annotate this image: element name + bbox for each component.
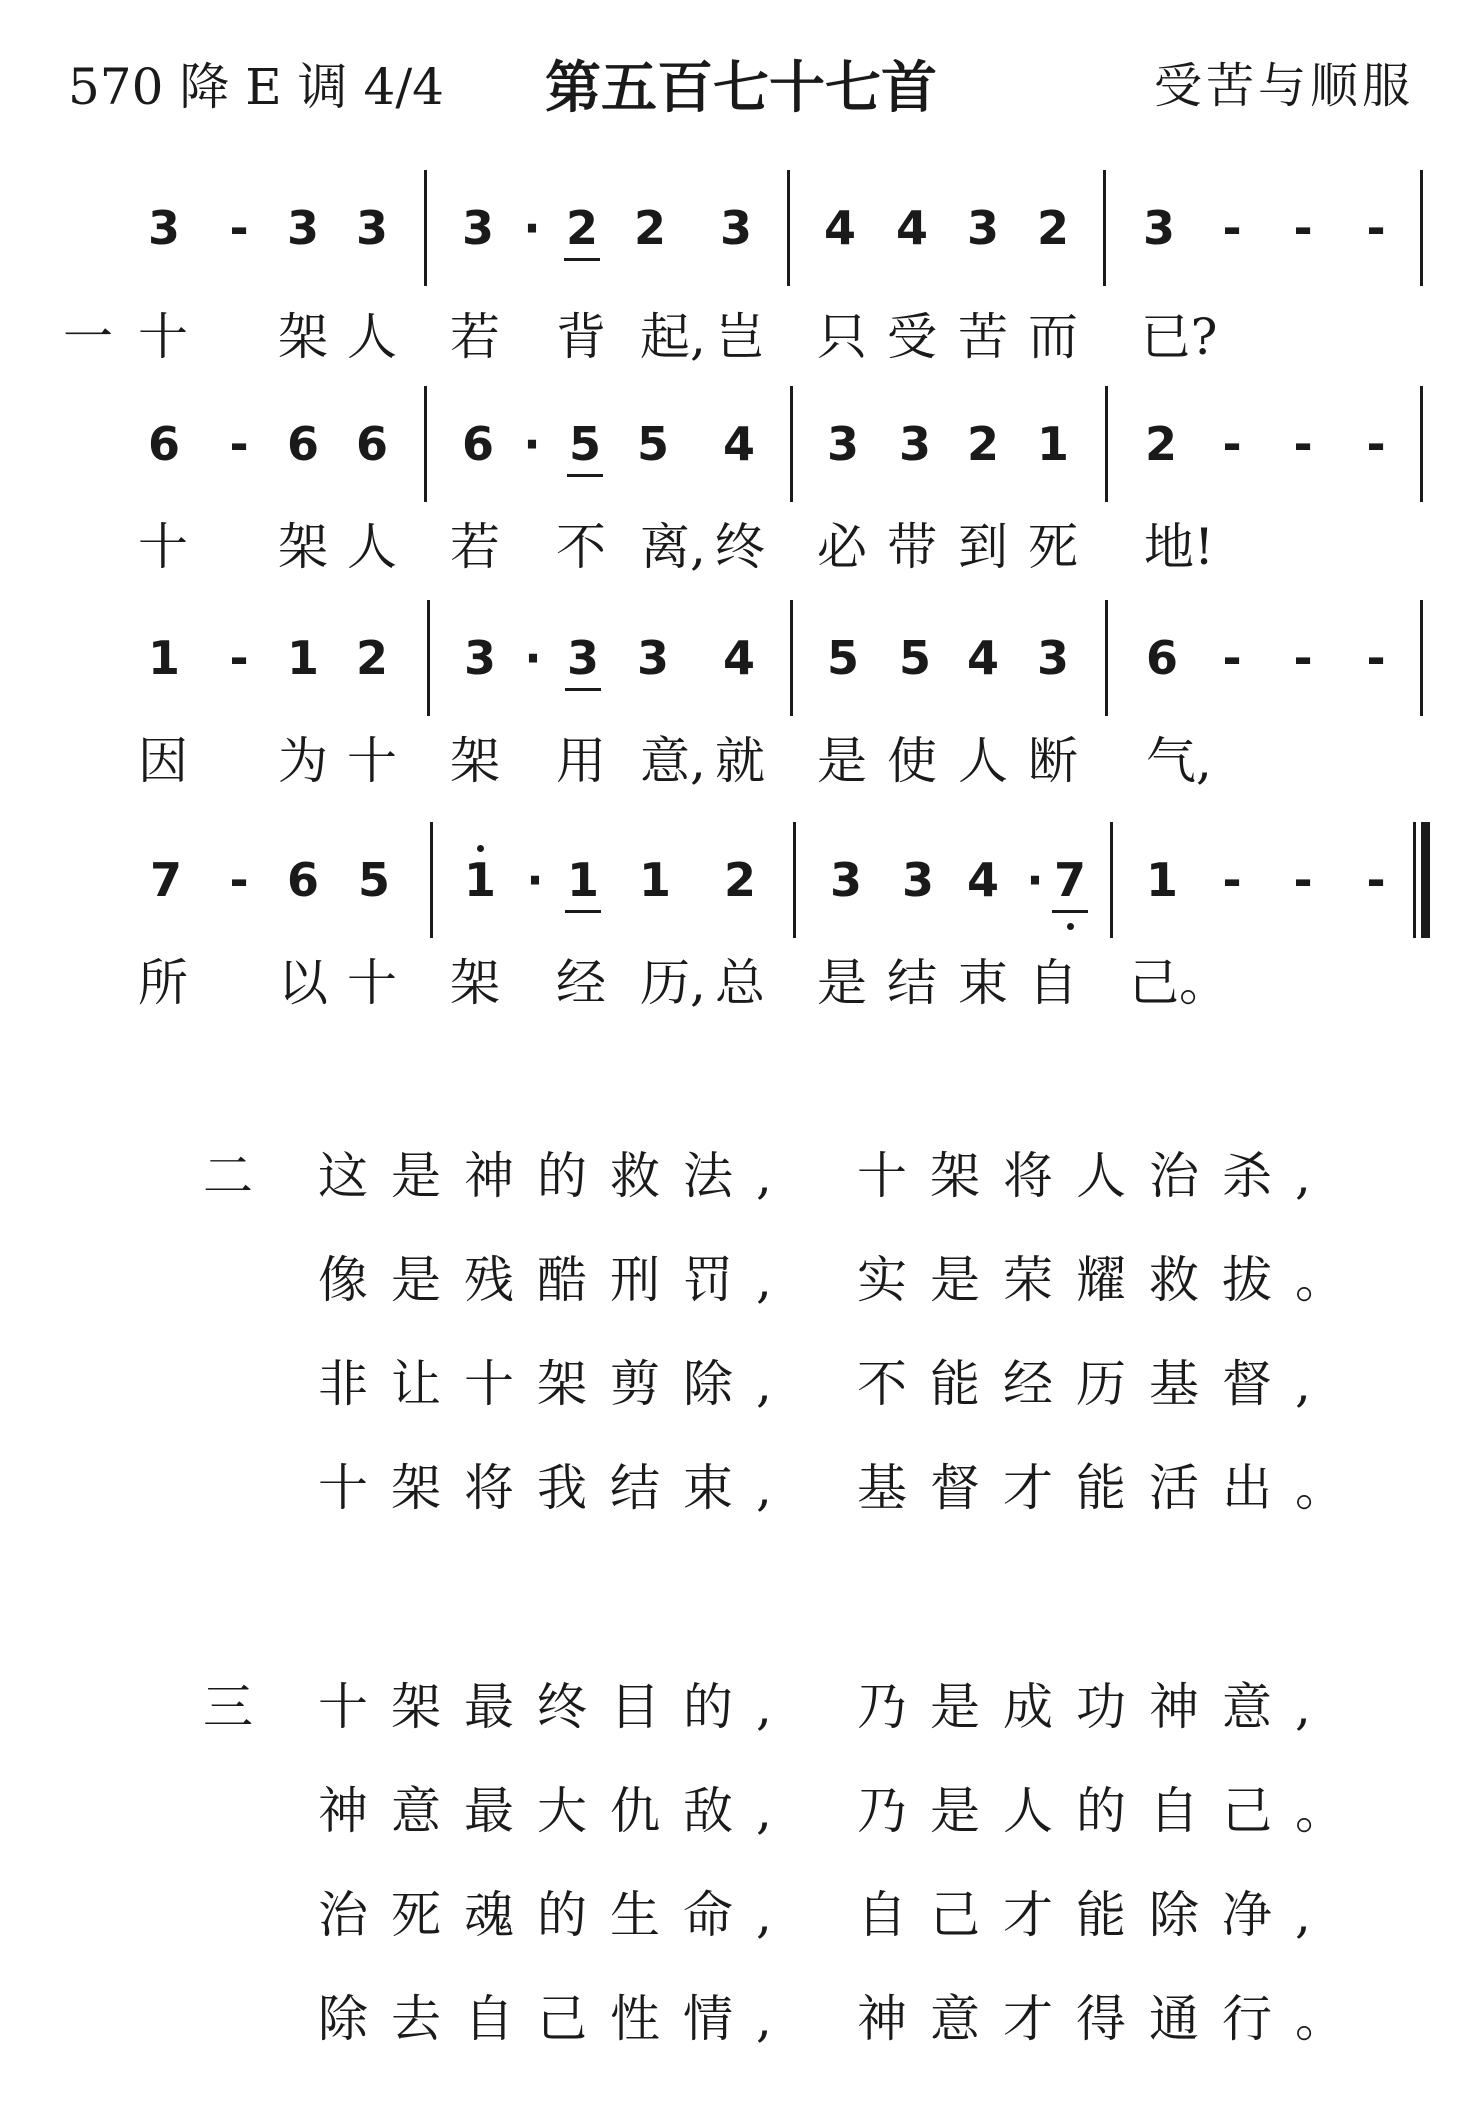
note: 3	[901, 853, 935, 907]
augmentation-dot: ·	[524, 631, 542, 685]
note: 5	[636, 417, 670, 471]
verse-line-first-half: 非让十架剪除,	[318, 1355, 795, 1413]
note: 1	[567, 857, 599, 903]
verse-line-second-half: 不能经历基督,	[857, 1355, 1334, 1413]
note: 3	[636, 631, 670, 685]
note: 3	[829, 853, 863, 907]
bar-line	[1103, 170, 1106, 286]
eighth-underline	[1052, 910, 1088, 913]
verse-line-second-half: 神意才得通行。	[857, 1990, 1368, 2048]
note: 1	[1145, 853, 1179, 907]
lyric-syllable: 苦	[958, 308, 1008, 366]
sustain-dash: -	[1222, 631, 1242, 685]
final-bar-thin	[1413, 822, 1416, 938]
verse-line-second-half: 乃是人的自己。	[857, 1782, 1368, 1840]
augmentation-dot: ·	[523, 417, 541, 471]
bar-line	[1110, 822, 1113, 938]
note: 3	[1036, 631, 1070, 685]
hymn-category: 受苦与顺服	[1153, 58, 1414, 114]
lyric-syllable: 是	[817, 954, 867, 1012]
lyric-syllable: 己。	[1129, 954, 1229, 1012]
note: 3	[1142, 201, 1176, 255]
note: 5	[357, 853, 391, 907]
bar-line	[1105, 386, 1108, 502]
eighth-underline	[565, 688, 601, 691]
note: 3	[966, 201, 1000, 255]
sustain-dash: -	[1366, 417, 1386, 471]
sustain-dash: -	[1222, 417, 1242, 471]
bar-line	[787, 170, 790, 286]
verse-line-second-half: 自己才能除净,	[857, 1886, 1334, 1944]
lyric-syllable: 以	[278, 954, 328, 1012]
lyric-syllable: 意,	[640, 732, 706, 790]
bar-line	[424, 170, 427, 286]
note: 6	[286, 853, 320, 907]
lyric-syllable: 架	[450, 732, 500, 790]
lyric-syllable: 十	[347, 954, 397, 1012]
note: 6	[147, 417, 181, 471]
note: 3	[286, 201, 320, 255]
final-bar-thick	[1421, 822, 1430, 938]
bar-line	[790, 386, 793, 502]
note: 4	[823, 201, 857, 255]
lyric-syllable: 到	[958, 518, 1008, 576]
lyric-syllable: 岂	[715, 308, 765, 366]
lyric-syllable: 因	[138, 732, 188, 790]
lyric-syllable: 离,	[640, 518, 706, 576]
note: 4	[895, 201, 929, 255]
lyric-syllable: 必	[817, 518, 867, 576]
note: 2	[966, 417, 1000, 471]
verse-line-first-half: 像是残酷刑罚,	[318, 1251, 795, 1309]
sustain-dash: -	[229, 631, 249, 685]
note: 5	[569, 421, 601, 467]
lyric-syllable: 十	[347, 732, 397, 790]
note: 7	[1054, 857, 1086, 903]
bar-line	[793, 822, 796, 938]
verse-number: 三	[203, 1678, 253, 1736]
verse-number: 二	[203, 1147, 253, 1205]
lyric-syllable: 不	[556, 518, 606, 576]
lyric-syllable: 使	[887, 732, 937, 790]
bar-line	[430, 822, 433, 938]
note: 2	[355, 631, 389, 685]
bar-line	[1420, 386, 1423, 502]
lyric-syllable: 架	[278, 308, 328, 366]
note: 2	[1036, 201, 1070, 255]
verse-line-second-half: 实是荣耀救拔。	[857, 1251, 1368, 1309]
lyric-syllable: 人	[347, 518, 397, 576]
lyric-syllable: 背	[556, 308, 606, 366]
note: 6	[286, 417, 320, 471]
note: 3	[147, 201, 181, 255]
sustain-dash: -	[1366, 853, 1386, 907]
lyric-syllable: 一	[63, 308, 113, 366]
note: 3	[898, 417, 932, 471]
lyric-syllable: 十	[138, 518, 188, 576]
lyric-syllable: 就	[715, 732, 765, 790]
lyric-syllable: 若	[450, 518, 500, 576]
lyric-syllable: 十	[138, 308, 188, 366]
lyric-syllable: 地!	[1143, 518, 1215, 576]
note: 2	[723, 853, 757, 907]
note: 6	[1145, 631, 1179, 685]
note: 1	[147, 631, 181, 685]
bar-line	[790, 600, 793, 716]
verse-line-second-half: 十架将人治杀,	[857, 1147, 1334, 1205]
lyric-syllable: 终	[715, 518, 765, 576]
lyric-syllable: 若	[450, 308, 500, 366]
verse-line-first-half: 十架最终目的,	[318, 1678, 795, 1736]
sustain-dash: -	[1222, 853, 1242, 907]
bar-line	[1420, 170, 1423, 286]
lyric-syllable: 结	[887, 954, 937, 1012]
lyric-syllable: 带	[887, 518, 937, 576]
note: 5	[898, 631, 932, 685]
sustain-dash: -	[229, 201, 249, 255]
lyric-syllable: 经	[556, 954, 606, 1012]
lyric-syllable: 受	[887, 308, 937, 366]
eighth-underline	[565, 910, 601, 913]
note: 3	[461, 201, 495, 255]
lyric-syllable: 为	[278, 732, 328, 790]
bar-line	[427, 600, 430, 716]
lyric-syllable: 束	[958, 954, 1008, 1012]
lyric-syllable: 是	[817, 732, 867, 790]
eighth-underline	[567, 474, 603, 477]
note: 4	[722, 631, 756, 685]
note: 1	[286, 631, 320, 685]
lyric-syllable: 所	[138, 954, 188, 1012]
lyric-syllable: 自	[1028, 954, 1078, 1012]
sustain-dash: -	[1293, 631, 1313, 685]
verse-line-first-half: 除去自己性情,	[318, 1990, 795, 2048]
verse-line-first-half: 十架将我结束,	[318, 1459, 795, 1517]
augmentation-dot: ·	[1026, 853, 1044, 907]
hymn-title: 第五百七十七首	[545, 55, 937, 121]
augmentation-dot: ·	[526, 853, 544, 907]
verse-line-first-half: 治死魂的生命,	[318, 1886, 795, 1944]
lyric-syllable: 已?	[1140, 308, 1218, 366]
note: 3	[355, 201, 389, 255]
lyric-syllable: 人	[347, 308, 397, 366]
sustain-dash: -	[1366, 631, 1386, 685]
lyric-syllable: 架	[278, 518, 328, 576]
sustain-dash: -	[1222, 201, 1242, 255]
verse-line-second-half: 基督才能活出。	[857, 1459, 1368, 1517]
lyric-syllable: 历,	[640, 954, 706, 1012]
lyric-syllable: 架	[450, 954, 500, 1012]
note: 3	[719, 201, 753, 255]
eighth-underline	[564, 258, 600, 261]
lyric-syllable: 而	[1028, 308, 1078, 366]
augmentation-dot: ·	[523, 201, 541, 255]
verse-line-first-half: 神意最大仇敌,	[318, 1782, 795, 1840]
note: 6	[355, 417, 389, 471]
note: 4	[966, 631, 1000, 685]
note: 6	[461, 417, 495, 471]
note: 3	[826, 417, 860, 471]
verse-line-second-half: 乃是成功神意,	[857, 1678, 1334, 1736]
sustain-dash: -	[229, 417, 249, 471]
lyric-syllable: 只	[817, 308, 867, 366]
bar-line	[424, 386, 427, 502]
bar-line	[1105, 600, 1108, 716]
note: 4	[966, 853, 1000, 907]
note: 2	[566, 205, 598, 251]
bar-line	[1420, 600, 1423, 716]
sustain-dash: -	[1293, 853, 1313, 907]
note: 4	[722, 417, 756, 471]
note: 1	[638, 853, 672, 907]
note: 3	[463, 631, 497, 685]
lyric-syllable: 起,	[640, 308, 706, 366]
note: 3	[567, 635, 599, 681]
sustain-dash: -	[1366, 201, 1386, 255]
note: 1	[1036, 417, 1070, 471]
note: 2	[1144, 417, 1178, 471]
verse-line-first-half: 这是神的救法,	[318, 1147, 795, 1205]
lyric-syllable: 气,	[1146, 732, 1212, 790]
lyric-syllable: 死	[1028, 518, 1078, 576]
sustain-dash: -	[1293, 201, 1313, 255]
hymn-number-key-time: 570 降 E 调 4/4	[68, 58, 444, 116]
note: 2	[633, 201, 667, 255]
lyric-syllable: 人	[958, 732, 1008, 790]
note: 5	[826, 631, 860, 685]
octave-up-dot	[477, 845, 484, 852]
lyric-syllable: 用	[556, 732, 606, 790]
note: 7	[149, 853, 183, 907]
sustain-dash: -	[229, 853, 249, 907]
octave-down-dot	[1067, 923, 1074, 930]
lyric-syllable: 总	[715, 954, 765, 1012]
lyric-syllable: 断	[1028, 732, 1078, 790]
note: 1	[464, 857, 496, 903]
sustain-dash: -	[1293, 417, 1313, 471]
